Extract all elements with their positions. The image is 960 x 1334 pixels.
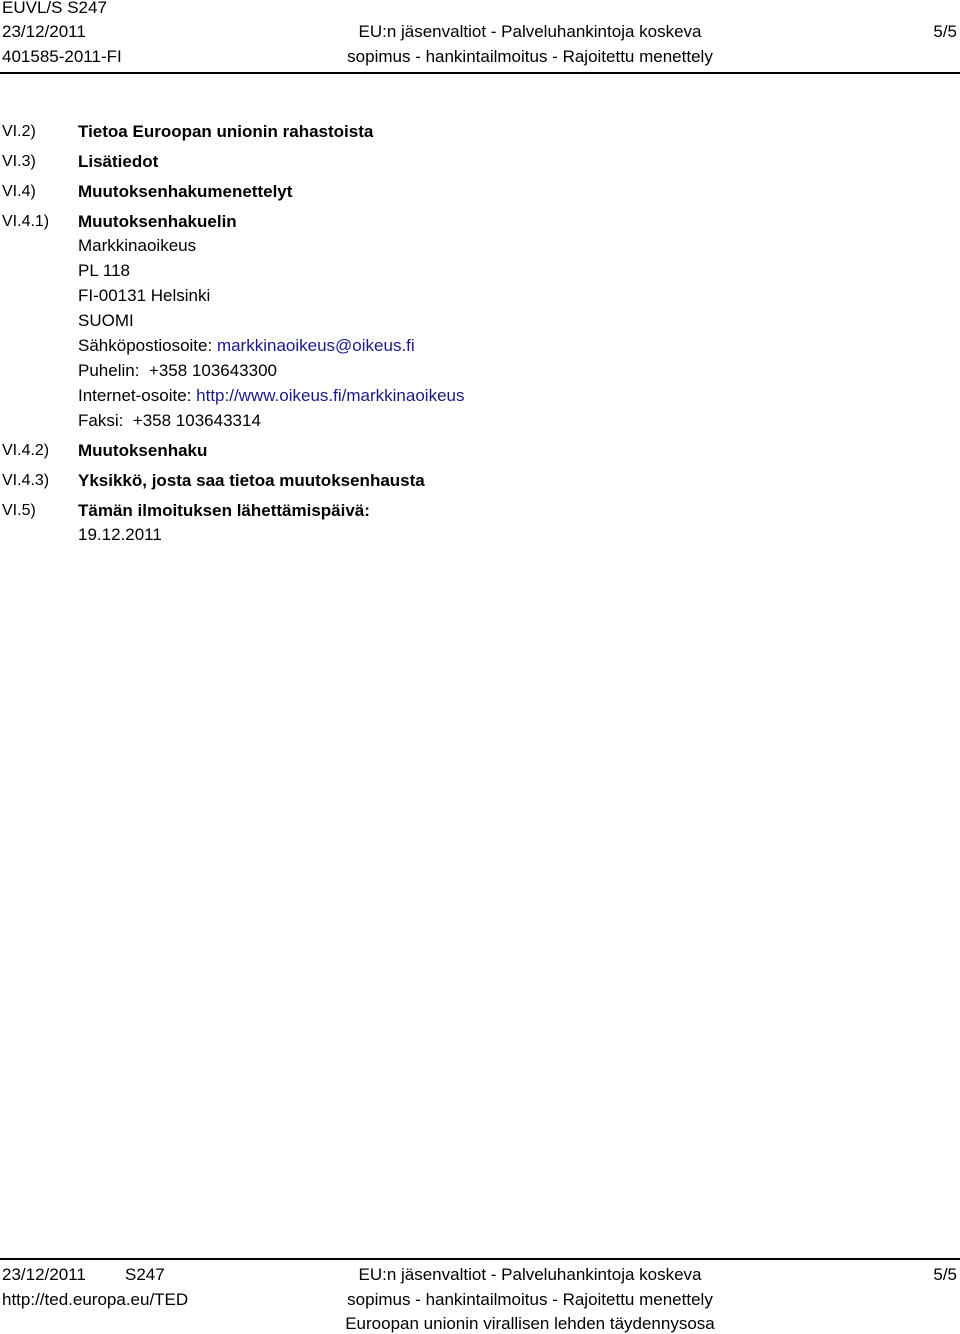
footer-title-line3: Euroopan unionin virallisen lehden täydennysosa [345,1314,715,1333]
dispatch-date: 19.12.2011 [78,525,162,544]
section-number: VI.4.2) [2,442,50,459]
header-title-line2: sopimus - hankintailmoitus - Rajoitettu menettely [347,47,713,66]
review-body-name: Markkinaoikeus [78,236,197,255]
section-title: Muutoksenhakumenettelyt [78,182,293,201]
footer-title-line1: EU:n jäsenvaltiot - Palveluhankintoja koskeva [358,1265,702,1284]
email-link[interactable]: markkinaoikeus@oikeus.fi [216,336,415,355]
fax-value: +358 103643314 [132,411,261,430]
phone-label: Puhelin: [78,361,140,380]
section-title: Lisätiedot [78,152,159,171]
footer-title-line2: sopimus - hankintailmoitus - Rajoitettu menettely [347,1290,713,1309]
fax-line [78,411,261,431]
phone-value: +358 103643300 [148,361,277,380]
review-body-country: SUOMI [78,311,134,330]
email-label: Sähköpostiosoite: [78,336,213,355]
email-line [78,336,415,356]
section-title: Yksikkö, josta saa tietoa muutoksenhausta [78,471,425,490]
internet-link[interactable]: http://www.oikeus.fi/markkinaoikeus [196,386,465,405]
review-body-po-box: PL 118 [78,261,130,280]
review-body-city: FI-00131 Helsinki [78,286,211,305]
header-series: EUVL/S S247 [2,0,107,17]
section-number: VI.5) [2,502,36,519]
section-number: VI.4) [2,183,36,200]
section-number: VI.3) [2,153,36,170]
fax-label: Faksi: [78,411,124,430]
phone-line [78,361,277,381]
header-date: 23/12/2011 [2,22,86,41]
section-title: Muutoksenhaku [78,441,208,460]
section-number: VI.4.1) [2,213,50,230]
page-footer [0,1258,960,1334]
header-page-number: 5/5 [933,22,957,41]
header-rule [0,72,960,74]
footer-page-number: 5/5 [933,1265,957,1284]
footer-series: S247 [125,1265,165,1284]
internet-label: Internet-osoite: [78,386,192,405]
section-number: VI.2) [2,123,36,140]
header-doc-id: 401585-2011-FI [2,47,122,66]
section-number: VI.4.3) [2,472,50,489]
section-title: Tietoa Euroopan unionin rahastoista [78,122,374,141]
section-title: Muutoksenhakuelin [78,212,237,231]
section-title: Tämän ilmoituksen lähettämispäivä: [78,501,370,520]
internet-line [78,386,464,406]
page-header [0,0,960,72]
footer-url: http://ted.europa.eu/TED [2,1290,189,1309]
footer-date: 23/12/2011 [2,1265,86,1284]
header-title-line1: EU:n jäsenvaltiot - Palveluhankintoja koskeva [358,22,702,41]
